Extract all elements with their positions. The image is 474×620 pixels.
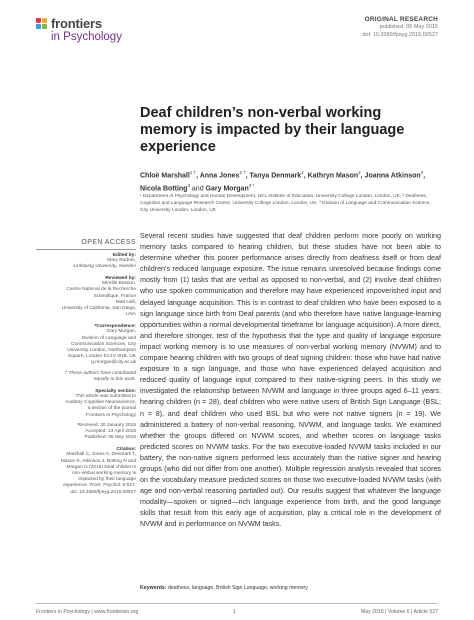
open-access-label: OPEN ACCESS bbox=[81, 239, 136, 246]
reviewed-by-heading: Reviewed by: bbox=[105, 276, 136, 282]
received-date: Received: 30 January 2015 bbox=[77, 422, 136, 428]
edited-by-text bbox=[36, 258, 136, 270]
sidebar-line: Marshall C, Jones A, Denmark T, bbox=[66, 452, 136, 458]
sidebar-line: Square, London EC1V 0HB, UK bbox=[68, 354, 136, 360]
affiliations: ¹ Department of Psychology and Human Development, UCL Institute of Education, University College London, London, UK, ² Deafness, Cognition and Language Research Centre, University College London, London, UK, ³ Division of Language and Communication Science, City University London, London, UK bbox=[140, 194, 431, 213]
author-name[interactable]: Tanya Denmark bbox=[249, 172, 302, 180]
author-name[interactable]: Nicola Botting bbox=[140, 185, 188, 193]
sidebar-line: This article was submitted to bbox=[75, 393, 136, 399]
keywords-label: Keywords: bbox=[140, 585, 167, 591]
keywords bbox=[140, 585, 441, 591]
sidebar-line: Communication Sciences, City bbox=[70, 341, 136, 347]
author-affiliation-marker: 2 bbox=[301, 170, 304, 175]
sidebar-line: University of California, San Diego, bbox=[61, 305, 136, 311]
sidebar-line: USA bbox=[126, 312, 136, 318]
sidebar-divider bbox=[36, 249, 136, 250]
author-name[interactable]: Kathryn Mason bbox=[307, 172, 359, 180]
citation-heading: Citation: bbox=[116, 447, 136, 453]
sidebar-line: Centre National de la Recherche bbox=[66, 287, 136, 293]
sidebar-line: impacted by their language bbox=[78, 477, 136, 483]
logo-journal: in Psychology bbox=[51, 31, 122, 43]
article-title: Deaf children’s non-verbal working memory is impacted by their language experience bbox=[140, 105, 405, 155]
doi-link[interactable]: doi: 10.3389/fpsyg.2015.00527 bbox=[362, 32, 438, 38]
sidebar-line: Scientifique, France bbox=[93, 293, 136, 299]
footer-rule bbox=[36, 603, 438, 604]
sidebar-line: Linköping University, Sweden bbox=[73, 263, 136, 269]
edited-by-heading: Edited by: bbox=[112, 252, 136, 258]
reviewed-by-text bbox=[36, 281, 136, 318]
keywords-list: deafness, language, British Sign Language, working memory bbox=[167, 585, 308, 591]
correspondence-heading: *Correspondence: bbox=[94, 324, 136, 330]
citation-text bbox=[36, 452, 136, 495]
footer-issue-info: May 2015 | Volume 6 | Article 527 bbox=[360, 609, 438, 615]
published-date-sidebar: Published: 05 May 2015 bbox=[84, 435, 136, 441]
author-line-1 bbox=[140, 168, 440, 181]
specialty-text bbox=[36, 394, 136, 419]
frontiers-logo-icon bbox=[36, 18, 49, 31]
author-separator: , bbox=[423, 172, 426, 180]
author-affiliation-marker: 1 † bbox=[189, 170, 197, 175]
author-name[interactable]: Gary Morgan bbox=[205, 185, 249, 193]
article-type: ORIGINAL RESEARCH bbox=[364, 16, 438, 23]
author-affiliation-marker: 3 * bbox=[248, 183, 255, 189]
sidebar-line: † These authors have contributed bbox=[64, 370, 136, 376]
author-list bbox=[140, 168, 440, 195]
logo-name: frontiers bbox=[51, 16, 102, 31]
sidebar-line: Mireille Besson, bbox=[102, 281, 136, 287]
sidebar-line: Gary Morgan, bbox=[106, 329, 136, 335]
sidebar-line: Mason K, Atkinson J, Botting N and bbox=[60, 458, 136, 464]
journal-logo[interactable] bbox=[36, 16, 136, 46]
specialty-heading: Specialty section: bbox=[95, 388, 136, 394]
accepted-date: Accepted: 13 April 2015 bbox=[85, 428, 136, 434]
sidebar-line: doi: 10.3389/fpsyg.2015.00527 bbox=[70, 489, 136, 495]
author-separator: , bbox=[360, 172, 365, 180]
author-name[interactable]: Chloë Marshall bbox=[140, 172, 190, 180]
footer-journal-link[interactable]: Frontiers in Psychology | www.frontiersin.org bbox=[36, 609, 139, 615]
article-info-sidebar bbox=[36, 239, 136, 496]
author-separator: and bbox=[189, 185, 206, 193]
author-affiliation-marker: 2 † bbox=[239, 170, 246, 175]
correspondence-text bbox=[36, 329, 136, 366]
sidebar-line[interactable]: g.morgan@city.ac.uk bbox=[91, 360, 136, 366]
author-separator: , bbox=[196, 172, 200, 180]
author-name[interactable]: Anna Jones bbox=[199, 172, 240, 180]
sidebar-line: Matt Hall, bbox=[115, 299, 136, 305]
sidebar-line: Frontiers in Psychology bbox=[86, 412, 136, 418]
page-number: 1 bbox=[233, 609, 236, 615]
author-affiliation-marker: 2 bbox=[420, 170, 424, 175]
sidebar-line: non-verbal working memory is bbox=[72, 470, 136, 476]
author-name[interactable]: Joanna Atkinson bbox=[364, 172, 421, 180]
author-separator: , bbox=[245, 172, 250, 180]
sidebar-line: Division of Language and bbox=[81, 335, 136, 341]
abstract: Several recent studies have suggested that deaf children perform more poorly on working memory tasks compared to hearing children, but these studies have not been able to determine whether this poorer performance arises directly from deafness itself or from deaf children’s reduced language exposure. The issue remains unresolved because findings come mostly from (1) tasks that are verbal as opposed to non-verbal, and (2) involve deaf children who use spoken communication and therefore may have experienced impoverished input and delayed language acquisition. This is in contrast to deaf children who have been exposed to a sign language since birth from Deaf parents (and who therefore have native language-learning opportunities within a normal developmental timeframe for language acquisition). A more direct, and therefore stronger, test of the hypothesis that the type and quality of language exposure impact working memory is to use measures of non-verbal working memory (NVWM) and to compare hearing children with two groups of deaf signing children: those who have had native exposure to a sign language, and those who have experienced delayed acquisition and reduced quality of language input compared to their native-signing peers. In this study we investigated the relationship between NVWM and language in three groups aged 6–11 years: hearing children (n = 28), deaf children who were native users of British Sign Language (BSL; n = 8), and deaf children who used BSL but who were not native signers (n = 19). We administered a battery of non-verbal reasoning, NVWM, and language tasks. We examined whether the groups differed on NVWM scores, and whether scores on language tasks predicted scores on NVWM tasks. For the two executive-loaded NVWM tasks included in our battery, the non-native signers performed less accurately than the native signer and hearing groups (who did not differ from one another). Multiple regression analysis revealed that scores on the vocabulary measure predicted scores on those two executive-loaded NVWM tasks (with age and non-verbal reasoning partialled out). Our results suggest that whatever the language modality—spoken or signed—rich language experience from birth, and the good language skills that result from this early age of acquisition, play a critical role in the development of NVWM and in performance on NVWM tasks. bbox=[140, 232, 441, 529]
author-separator: , bbox=[303, 172, 308, 180]
author-affiliation-marker: 2 bbox=[358, 170, 361, 175]
sidebar-line: experience. Front. Psychol. 6:527. bbox=[63, 483, 136, 489]
sidebar-line: University London, Northampton bbox=[67, 347, 136, 353]
sidebar-line: Auditory Cognitive Neuroscience, bbox=[65, 400, 136, 406]
equal-contribution-note bbox=[36, 371, 136, 383]
article-meta bbox=[362, 16, 438, 39]
sidebar-line: Mary Rudner, bbox=[107, 257, 136, 263]
published-date: published: 05 May 2015 bbox=[379, 24, 438, 30]
sidebar-line: equally to this work. bbox=[93, 376, 136, 382]
author-affiliation-marker: 3 bbox=[187, 183, 190, 189]
sidebar-line: a section of the journal bbox=[87, 406, 136, 412]
sidebar-line: Morgan G (2015) Deaf children’s bbox=[66, 464, 136, 470]
